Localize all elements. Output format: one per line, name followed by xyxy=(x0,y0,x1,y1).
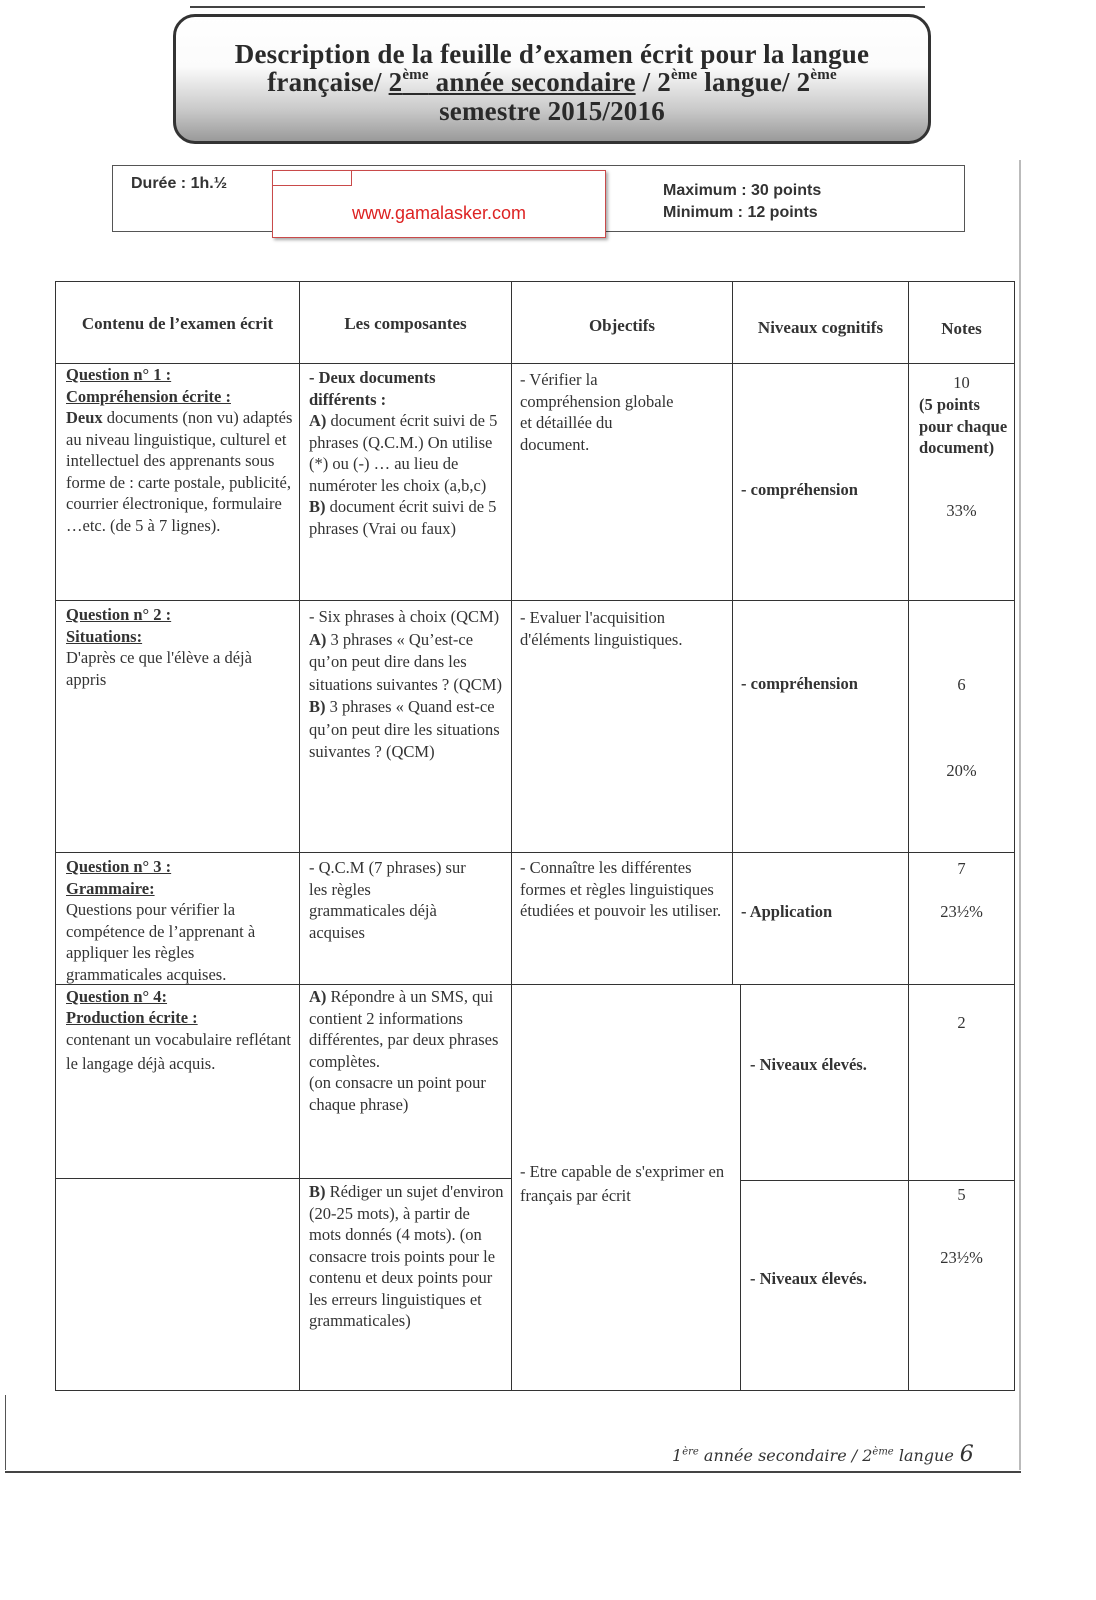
title-sup: ème xyxy=(670,67,698,83)
page-number: 6 xyxy=(959,1442,974,1467)
footer-text: langue xyxy=(893,1446,954,1465)
composantes-heading: - Six phrases à choix (QCM) xyxy=(309,607,500,626)
row-3-contenu xyxy=(66,856,294,985)
header-niveaux: Niveaux cognitifs xyxy=(757,318,884,337)
watermark-url: www.gamalasker.com xyxy=(351,203,527,223)
composantes-heading: - Deux documents différents : xyxy=(309,368,436,409)
row-divider xyxy=(55,600,1015,601)
page-edge-right xyxy=(1019,160,1021,1470)
composante-label: A) xyxy=(309,987,327,1006)
title-line-1: Description de la feuille d’examen écrit pour la langue xyxy=(234,39,870,69)
row-2-percentage: 20% xyxy=(946,761,977,780)
row-4a-note: 2 xyxy=(957,1013,966,1032)
question-subtitle: Compréhension écrite : xyxy=(66,386,231,406)
composante-text: document écrit suivi de 5 phrases (Q.C.M.) On utilise (*) ou (-) … au lieu de numéroter les choix (a,b,c) xyxy=(309,411,498,495)
row-divider xyxy=(55,852,1015,853)
row-2-composantes xyxy=(309,606,505,764)
composante-b xyxy=(309,696,505,764)
composante-text: 3 phrases « Quand est-ce qu’on peut dire les situations suivantes ? (QCM) xyxy=(309,697,500,761)
header-objectifs: Objectifs xyxy=(588,316,656,335)
row-1-percentage: 33% xyxy=(946,501,977,520)
question-text xyxy=(66,407,294,536)
row-4a-niveau: - Niveaux élevés. xyxy=(750,1055,867,1074)
column-divider xyxy=(740,984,741,1390)
footer-sup: ème xyxy=(872,1446,894,1458)
row-4-objectif: - Etre capable de s'exprimer en français par écrit xyxy=(520,1162,725,1205)
table-border-bottom xyxy=(55,1390,1015,1391)
composante-b xyxy=(309,496,505,539)
title-part: française/ xyxy=(267,67,389,97)
composante-text: 3 phrases « Qu’est-ce qu’on peut dire dans les situations suivantes ? (QCM) xyxy=(309,629,502,694)
question-subtitle: Grammaire: xyxy=(66,878,155,898)
footer-text: année secondaire / 2 xyxy=(698,1446,873,1465)
composante-label: B) xyxy=(309,1182,326,1201)
column-divider xyxy=(908,281,909,1390)
table-border-left xyxy=(55,281,56,1390)
row-4-percentage: 23½% xyxy=(940,1248,983,1267)
question-text: D'après ce que l'élève a déjà appris xyxy=(66,648,252,689)
footer-text: 1 xyxy=(672,1446,683,1465)
composante-a xyxy=(309,410,505,496)
table-border-right xyxy=(1014,281,1015,1390)
title-sup: ème xyxy=(402,67,429,83)
row-3-note: 7 xyxy=(957,859,966,878)
maximum-label: Maximum : 30 points xyxy=(663,182,822,199)
column-divider xyxy=(511,281,512,1390)
row-1-composantes xyxy=(309,367,505,539)
title-line-3: semestre 2015/2016 xyxy=(439,96,665,126)
composante-a xyxy=(309,629,505,697)
composante-label: B) xyxy=(309,697,326,716)
page-bottom-rule xyxy=(5,1471,1021,1473)
row-3-objectif: - Connaître les différentes formes et règles linguistiques étudiées et pouvoir les utiliser. xyxy=(520,858,722,920)
header-composantes: Les composantes xyxy=(344,314,467,333)
header-notes: Notes xyxy=(941,319,982,338)
header-contenu: Contenu de l’examen écrit xyxy=(81,314,274,333)
title-part: année secondaire xyxy=(428,67,636,97)
table-border-top xyxy=(55,281,1015,282)
row-1-objectif: - Vérifier la compréhension globale et détaillée du document. xyxy=(520,370,674,454)
page-edge-left xyxy=(5,1395,6,1470)
question-title: Question n° 3 : xyxy=(66,857,172,876)
question-subtitle: Production écrite : xyxy=(66,1008,198,1027)
duration-label: Durée : 1h.½ xyxy=(131,175,228,192)
row-divider-partial xyxy=(740,1180,1015,1181)
question-text: Questions pour vérifier la compétence de l’apprenant à appliquer les règles grammaticales acquises. xyxy=(66,900,256,984)
row-2-note: 6 xyxy=(957,675,966,694)
question-title: Question n° 2 : xyxy=(66,605,172,624)
row-2-objectif: - Evaluer l'acquisition d'éléments linguistiques. xyxy=(520,608,683,649)
title-part: langue/ 2 xyxy=(697,67,811,97)
row-divider-partial xyxy=(55,1178,512,1179)
row-3-composantes: - Q.C.M (7 phrases) sur les règles grammaticales déjà acquises xyxy=(309,858,466,942)
row-2-niveau: - compréhension xyxy=(741,674,858,693)
minimum-label: Minimum : 12 points xyxy=(663,204,818,221)
composante-text: Répondre à un SMS, qui contient 2 informations différentes, par deux phrases complètes. (on consacre un point pour chaque phrase) xyxy=(309,987,499,1114)
row-1-note: 10 xyxy=(953,373,970,392)
row-3-percentage: 23½% xyxy=(940,902,983,921)
row-4b-note: 5 xyxy=(957,1185,966,1204)
title-part: 2 xyxy=(388,67,403,97)
question-subtitle: Situations: xyxy=(66,626,143,646)
composante-label: A) xyxy=(309,411,327,430)
question-title: Question n° 4: xyxy=(66,987,168,1006)
column-divider xyxy=(299,281,300,1390)
title-sup: ème xyxy=(810,67,837,83)
question-text-body: documents (non vu) adaptés au niveau linguistique, culturel et intellectuel des apprenants sous forme de : carte postale, publicité, courrier électronique, formulaire …etc. (de 5 à 7 lignes). xyxy=(66,408,293,535)
composante-text: document écrit suivi de 5 phrases (Vrai ou faux) xyxy=(309,497,497,538)
row-4b-niveau: - Niveaux élevés. xyxy=(750,1269,867,1288)
composante-label: A) xyxy=(309,629,327,649)
row-4-composante-b xyxy=(309,1181,505,1332)
composante-label: B) xyxy=(309,497,326,516)
row-4-contenu xyxy=(66,986,294,1075)
row-4-composante-a xyxy=(309,986,505,1115)
question-title: Question n° 1 : xyxy=(66,365,172,384)
footer-sup: ère xyxy=(682,1446,699,1458)
composante-text: Rédiger un sujet d'environ (20-25 mots), à partir de mots donnés (4 mots). (on consacre trois points pour le contenu et deux points pour les erreurs linguistiques et grammaticales) xyxy=(309,1182,504,1330)
row-2-contenu xyxy=(66,604,294,690)
row-1-niveau: - compréhension xyxy=(741,480,858,499)
question-text-bold: Deux xyxy=(66,408,103,427)
title-part: / 2 xyxy=(635,67,671,97)
row-3-niveau: - Application xyxy=(741,902,833,921)
row-1-note-detail: (5 points pour chaque document) xyxy=(919,395,1008,457)
column-divider xyxy=(732,281,733,984)
row-1-contenu xyxy=(66,364,294,536)
question-text: contenant un vocabulaire reflétant le langage déjà acquis. xyxy=(66,1030,291,1073)
page-footer xyxy=(672,1442,974,1467)
